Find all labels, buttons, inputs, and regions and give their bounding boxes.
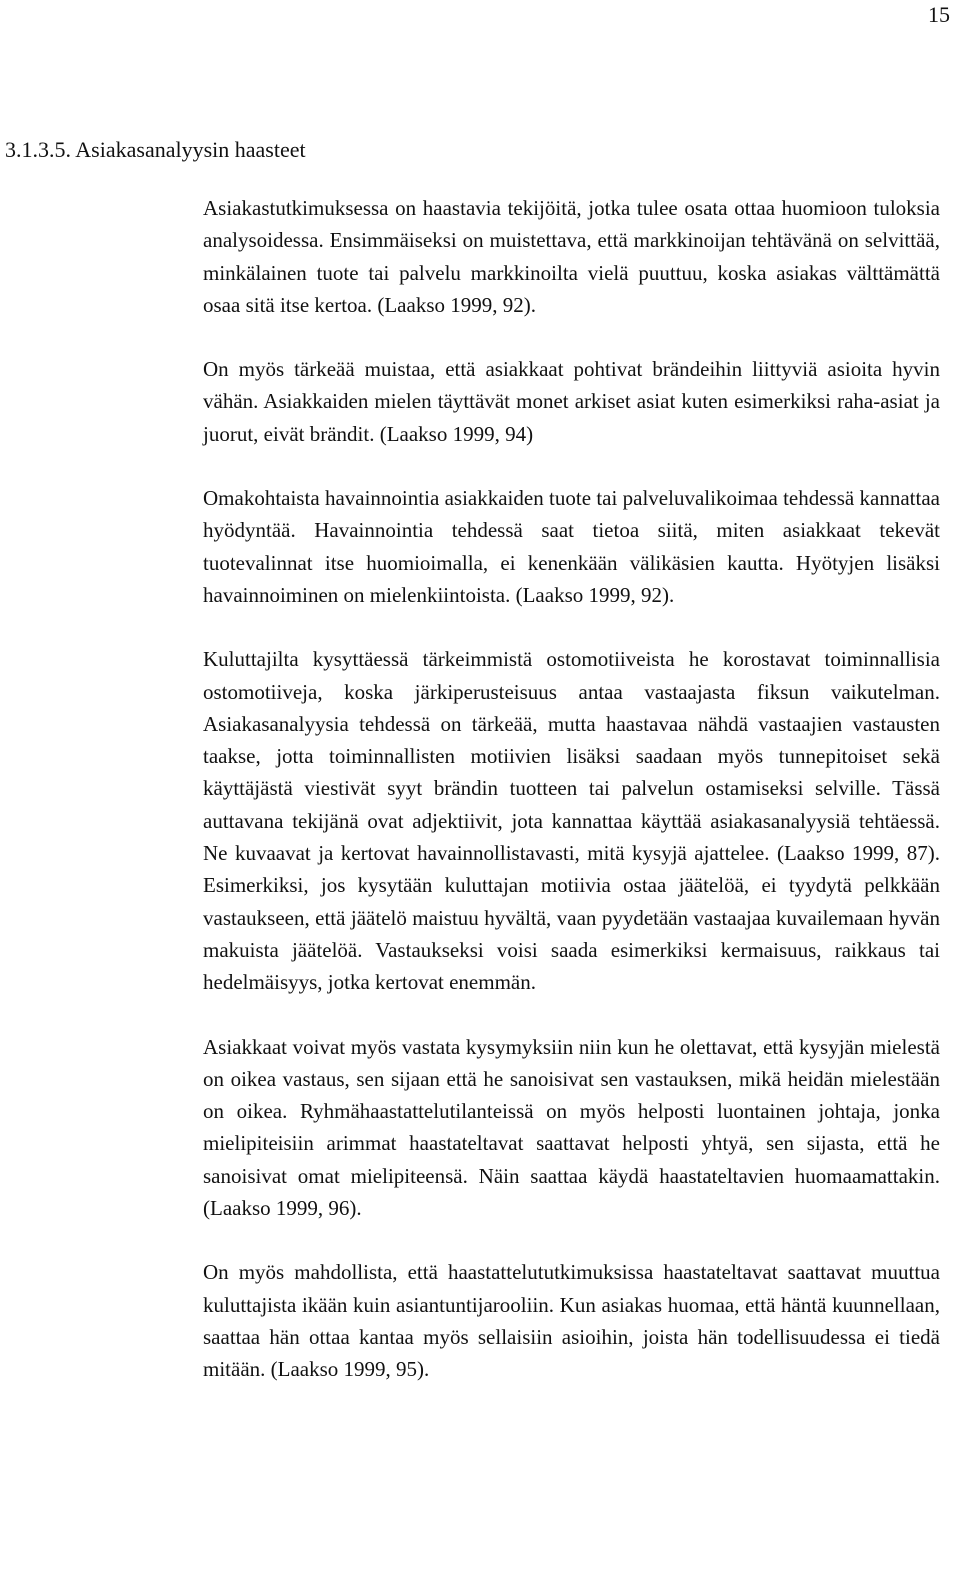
paragraph-2: On myös tärkeää muistaa, että asiakkaat pohtivat brändeihin liittyviä asioita hyvin vähän. Asiakkaiden mielen täyttävät monet arkiset asiat kuten esimerkiksi raha-asiat ja juorut, eivät brändit. (Laakso 1999, 94): [203, 357, 940, 446]
paragraph-1: Asiakastutkimuksessa on haastavia tekijöitä, jotka tulee osata ottaa huomioon tuloksia analysoidessa. Ensimmäiseksi on muistettava, että markkinoijan tehtävänä on selvittää, minkälainen tuote tai palvelu markkinoilta vielä puuttuu, koska asiakas välttämättä osaa sitä itse kertoa. (Laakso 1999, 92).: [203, 196, 940, 317]
paragraph-4: Kuluttajilta kysyttäessä tärkeimmistä ostomotiiveista he korostavat toiminnallisia ostomotiiveja, koska järkiperusteisuus antaa vastaajasta fiksun vaikutelman. Asiakasanalyysia tehdessä on tärkeää, mutta haastavaa nähdä vastaajien vastausten taakse, jotta toiminnallisten motiivien lisäksi saadaan myös tunnepitoiset sekä käyttäjästä viestivät syyt brändin tuotteen tai palvelun ostamiseksi selville. Tässä auttavana tekijänä ovat adjektiivit, jota kannattaa käyttää asiakasanalyysiä tehtäessä. Ne kuvaavat ja kertovat havainnollistavasti, mitä kysyjä ajattelee. (Laakso 1999, 87). Esimerkiksi, jos kysytään kuluttajan motiivia ostaa jäätelöä, ei tyydytä pelkkään vastaukseen, että jäätelö maistuu hyvältä, vaan pyydetään vastaajaa kuvailemaan hyvän makuista jäätelöä. Vastaukseksi voisi saada esimerkiksi kermaisuus, raikkaus tai hedelmäisyys, jotka kertovat enemmän.: [203, 647, 940, 995]
paragraph-5: Asiakkaat voivat myös vastata kysymyksiin niin kun he olettavat, että kysyjän mielestä on oikea vastaus, sen sijaan että he sanoisivat sen vastauksen, mikä heidän mielestään on oikea. Ryhmähaastattelutilanteissä on myös helposti luontainen johtaja, jonka mielipiteisiin arimmat haastateltavat saattavat helposti yhtyä, sen sijasta, että he sanoisivat omat mielipiteensä. Näin saattaa käydä haastateltavien huomaamattakin. (Laakso 1999, 96).: [203, 1034, 940, 1221]
body-text: [203, 192, 940, 1418]
section-heading: 3.1.3.5. Asiakasanalyysin haasteet: [5, 137, 306, 162]
paragraph-3: Omakohtaista havainnointia asiakkaiden tuote tai palveluvalikoimaa tehdessä kannattaa hyödyntää. Havainnointia tehdessä saat tietoa siitä, miten asiakkaat tekevät tuotevalinnat itse huomioimalla, ei kenenkään välikäsien kautta. Hyötyjen lisäksi havainnoiminen on mielenkiintoista. (Laakso 1999, 92).: [203, 486, 940, 607]
page-number: 15: [928, 2, 950, 27]
paragraph-6: On myös mahdollista, että haastattelututkimuksissa haastateltavat saattavat muuttua kuluttajista ikään kuin asiantuntijarooliin. Kun asiakas huomaa, että häntä kuunnellaan, saattaa hän ottaa kantaa myös sellaisiin asioihin, joista hän todellisuudessa ei tiedä mitään. (Laakso 1999, 95).: [203, 1260, 940, 1382]
